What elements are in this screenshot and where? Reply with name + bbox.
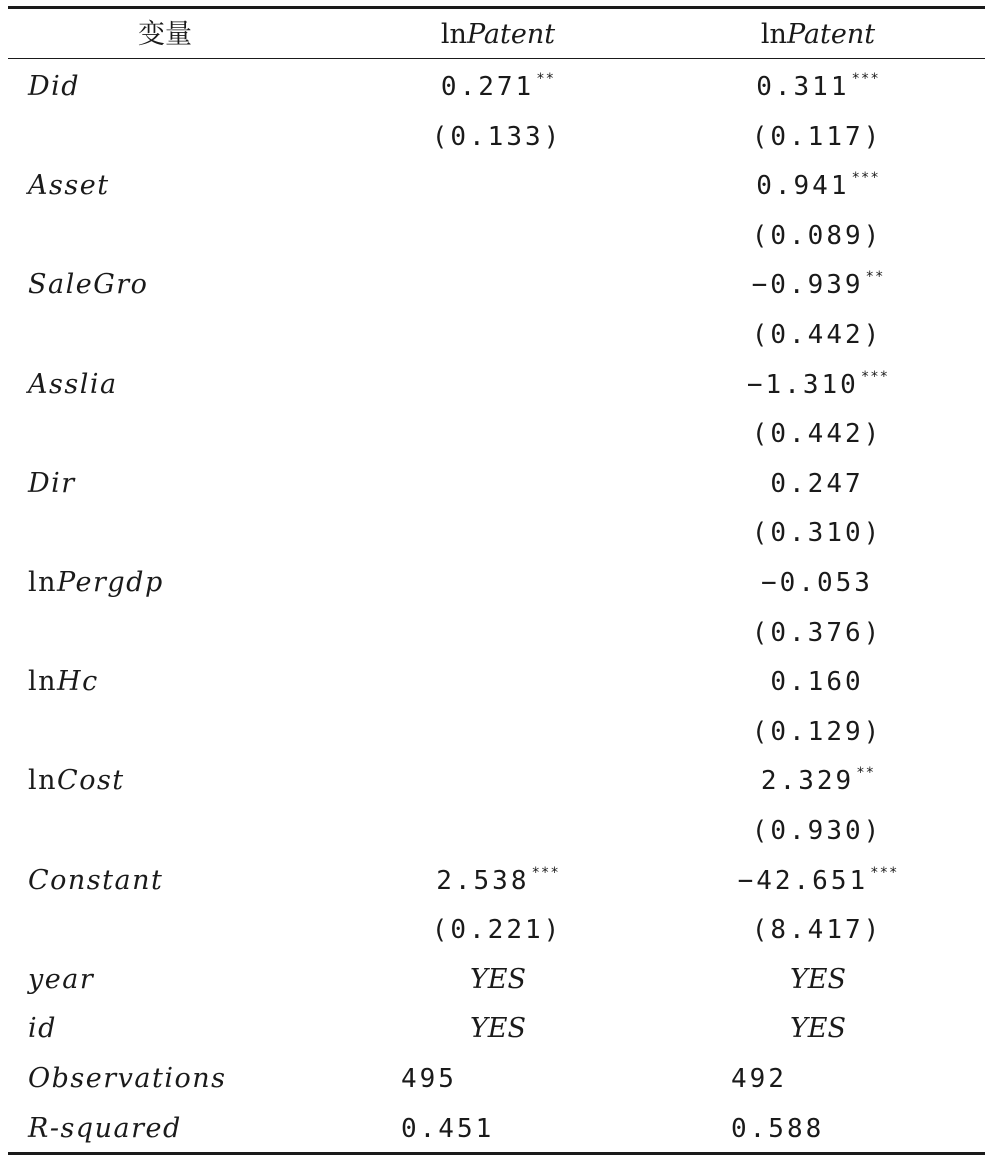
cell-model-2: (0.129) <box>751 716 883 747</box>
table-row <box>8 707 985 757</box>
table-row <box>8 112 985 162</box>
cell-model-2: 2.329 ** <box>760 765 876 797</box>
cell-model-2: YES <box>789 1013 847 1045</box>
cell-model-2: 0.941 *** <box>756 170 880 202</box>
table-row <box>8 459 985 509</box>
row-label: Asslia <box>28 368 118 400</box>
cell-model-1: 495 <box>401 1064 457 1094</box>
table-row <box>8 409 985 459</box>
cell-model-2: (0.930) <box>751 816 883 846</box>
table-row <box>8 806 985 856</box>
cell-model-2: 0.588 <box>731 1113 825 1144</box>
header-col1: lnPatent <box>440 19 556 50</box>
cell-model-2: 0.311 *** <box>756 71 880 102</box>
cell-model-2: (0.089) <box>751 220 883 251</box>
header-rule <box>8 58 985 59</box>
table-row <box>8 1104 985 1154</box>
table-row <box>8 161 985 211</box>
table-row <box>8 657 985 707</box>
table-row <box>8 508 985 558</box>
cell-model-1: (0.221) <box>431 915 563 946</box>
cell-model-2: −0.939 ** <box>751 269 885 301</box>
cell-model-1 <box>378 806 618 856</box>
cell-model-1: (0.133) <box>431 121 563 152</box>
cell-model-1 <box>378 161 618 211</box>
bottom-rule <box>8 1152 985 1155</box>
cell-model-1 <box>378 459 618 509</box>
cell-model-1 <box>378 360 618 410</box>
cell-model-2: 492 <box>731 1064 787 1094</box>
significance-stars: *** <box>531 864 560 881</box>
significance-stars: *** <box>860 368 890 385</box>
table-row <box>8 62 985 112</box>
row-label: Asset <box>28 170 110 202</box>
cell-model-1 <box>378 558 618 608</box>
table-row <box>8 211 985 261</box>
table-row <box>8 905 985 955</box>
row-label: R-squared <box>28 1112 182 1144</box>
table-row <box>8 558 985 608</box>
cell-model-2: YES <box>789 963 847 995</box>
cell-model-1 <box>378 508 618 558</box>
significance-stars: ** <box>856 765 876 782</box>
table-row <box>8 608 985 658</box>
row-label: year <box>28 963 95 995</box>
cell-model-2: (0.442) <box>751 320 883 350</box>
cell-model-1: 2.538 *** <box>436 864 560 896</box>
row-label: lnPergdp <box>28 567 164 598</box>
cell-model-1: YES <box>469 963 527 995</box>
cell-model-2: −1.310 *** <box>746 368 890 400</box>
cell-model-1 <box>378 310 618 360</box>
table-row <box>8 260 985 310</box>
table-header-row <box>8 10 985 60</box>
significance-stars: ** <box>536 71 556 87</box>
table-row <box>8 856 985 906</box>
table-row <box>8 756 985 806</box>
row-label: lnCost <box>28 765 125 797</box>
header-col2: lnPatent <box>760 19 876 50</box>
cell-model-1 <box>378 608 618 658</box>
cell-model-1: 0.451 <box>401 1113 495 1144</box>
row-label: SaleGro <box>28 269 149 301</box>
cell-model-1 <box>378 657 618 707</box>
cell-model-2: −0.053 <box>761 568 873 598</box>
cell-model-1 <box>378 707 618 757</box>
header-variable: 变量 <box>138 19 192 50</box>
cell-model-2: −42.651 *** <box>737 864 899 896</box>
table-row <box>8 1004 985 1054</box>
row-label: Dir <box>28 467 76 499</box>
significance-stars: ** <box>865 269 885 286</box>
cell-model-1 <box>378 211 618 261</box>
cell-model-1 <box>378 260 618 310</box>
row-label: Constant <box>28 864 164 896</box>
row-label: Observations <box>28 1063 227 1094</box>
row-label: Did <box>28 71 81 102</box>
cell-model-2: (8.417) <box>751 915 883 946</box>
cell-model-1 <box>378 409 618 459</box>
cell-model-2: (0.117) <box>751 121 883 152</box>
table-row <box>8 310 985 360</box>
significance-stars: *** <box>851 170 880 187</box>
cell-model-1 <box>378 756 618 806</box>
cell-model-2: (0.442) <box>751 419 883 450</box>
row-label: id <box>28 1013 57 1045</box>
significance-stars: *** <box>851 71 880 87</box>
cell-model-2: (0.376) <box>751 617 883 648</box>
cell-model-2: 0.160 <box>770 667 864 698</box>
cell-model-2: (0.310) <box>751 518 883 549</box>
row-label: lnHc <box>28 666 99 698</box>
significance-stars: *** <box>870 864 899 881</box>
table-row <box>8 360 985 410</box>
cell-model-2: 0.247 <box>770 468 864 499</box>
table-row <box>8 955 985 1005</box>
cell-model-1: 0.271 ** <box>440 71 556 102</box>
table-row <box>8 1054 985 1104</box>
cell-model-1: YES <box>469 1013 527 1045</box>
top-rule <box>8 6 985 9</box>
